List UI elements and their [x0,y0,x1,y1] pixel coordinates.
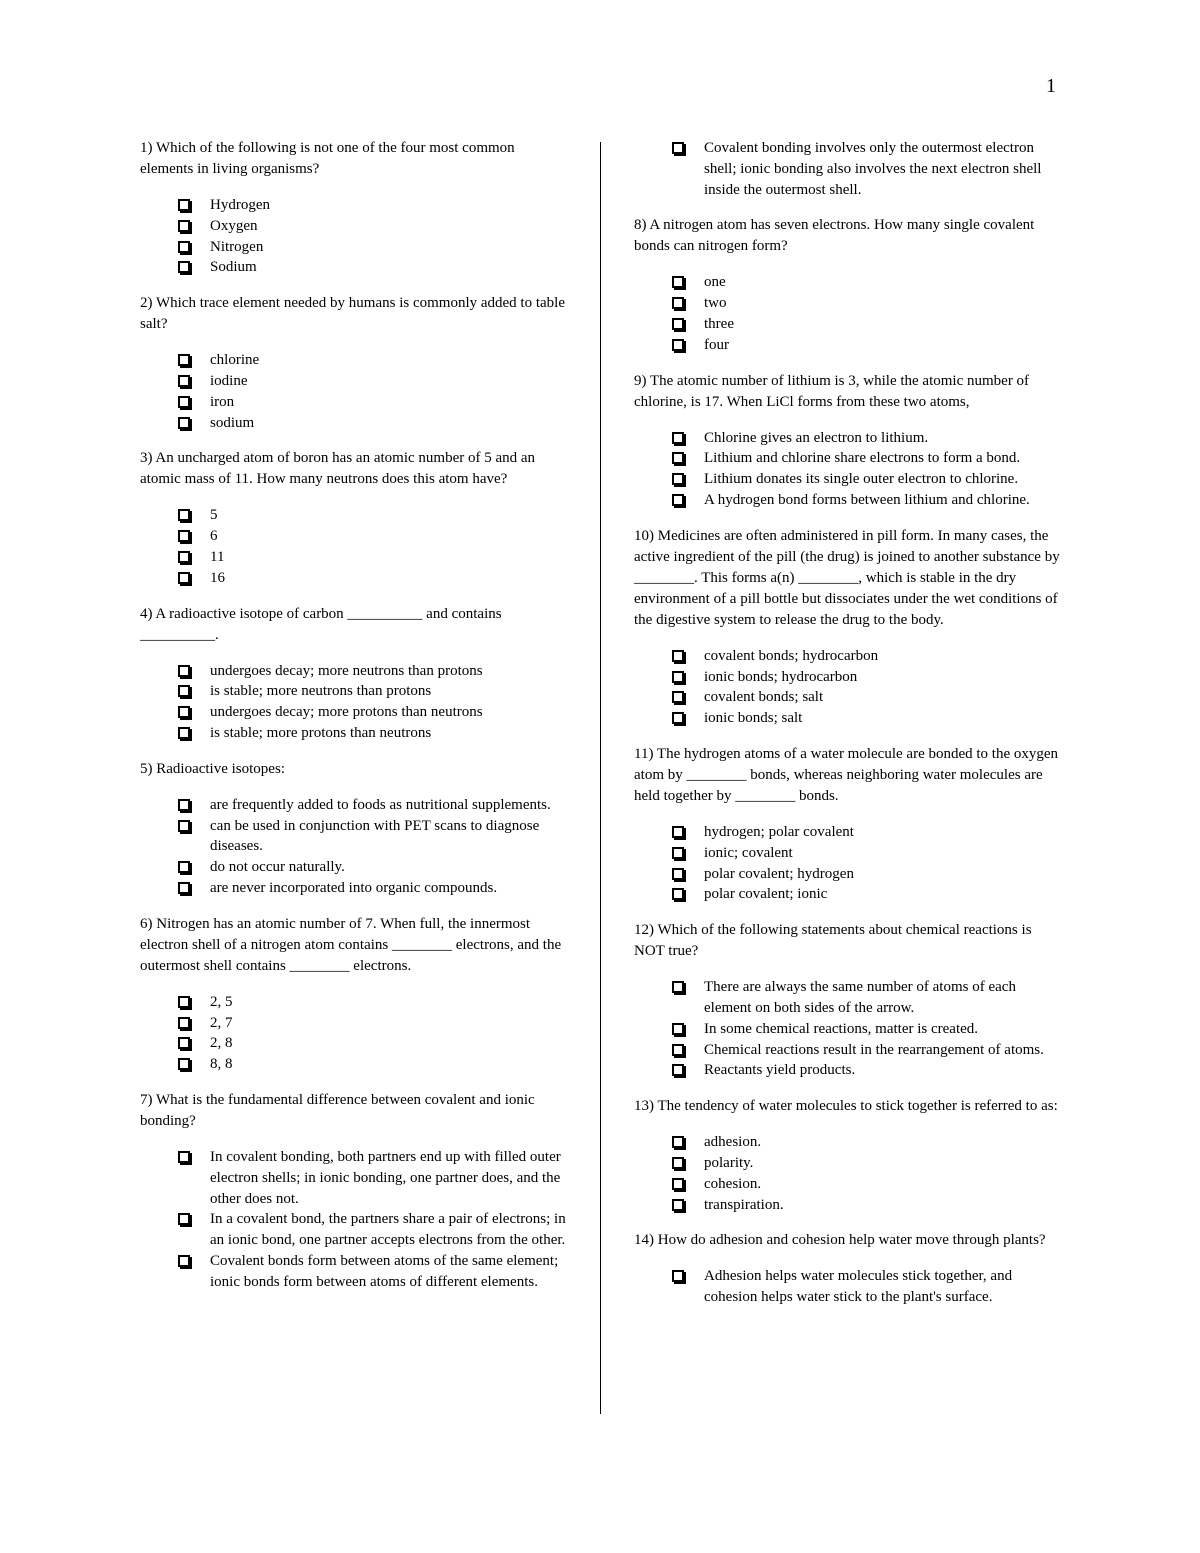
answer-option[interactable] [140,413,570,434]
answer-option-label: three [704,315,734,332]
answer-options [140,195,570,278]
answer-option-label: sodium [210,414,255,431]
checkbox-icon[interactable] [672,1178,684,1190]
checkbox-icon[interactable] [672,981,684,993]
answer-option-label: In some chemical reactions, matter is created. [704,1020,979,1037]
question-8 [634,215,1064,355]
answer-option[interactable] [634,1195,1064,1216]
question-text: 9) The atomic number of lithium is 3, while the atomic number of chlorine, is 17. When LiCl forms from these two atoms, [634,372,1030,410]
answer-option-label: polar covalent; hydrogen [704,865,854,882]
question-2 [140,293,570,433]
answer-option-label: 6 [210,528,218,545]
answer-option-label: ionic bonds; hydrocarbon [704,668,858,685]
answer-option[interactable] [634,1174,1064,1195]
answer-options [140,795,570,899]
checkbox-icon[interactable] [672,339,684,351]
answer-option-label: are frequently added to foods as nutritional supplements. [210,796,551,813]
answer-option-label: ionic bonds; salt [704,710,803,727]
checkbox-icon[interactable] [178,685,190,697]
answer-option-label: covalent bonds; hydrocarbon [704,647,879,664]
question-text: 8) A nitrogen atom has seven electrons. How many single covalent bonds can nitrogen form? [634,217,1035,255]
answer-option-label: 2, 5 [210,993,233,1010]
answer-option-label: undergoes decay; more neutrons than protons [210,662,483,679]
answer-option-label: undergoes decay; more protons than neutrons [210,704,483,721]
answer-option-label: transpiration. [704,1196,784,1213]
answer-option-label: polarity. [704,1154,754,1171]
question-11 [634,744,1064,905]
question-text: 1) Which of the following is not one of the four most common elements in living organisms? [140,140,515,177]
checkbox-icon[interactable] [178,396,190,408]
answer-option-label: Chemical reactions result in the rearrangement of atoms. [704,1041,1044,1058]
answer-option-label: adhesion. [704,1134,762,1151]
answer-option[interactable] [140,547,570,568]
answer-options [634,1132,1064,1215]
answer-option-label: iodine [210,372,248,389]
answer-option-label: 16 [210,569,225,586]
answer-options [140,505,570,588]
answer-option-label: are never incorporated into organic compounds. [210,879,498,896]
answer-option[interactable] [140,723,570,744]
answer-option[interactable] [634,272,1064,293]
answer-option[interactable] [140,216,570,237]
checkbox-icon[interactable] [178,996,190,1008]
answer-option-label: four [704,336,729,353]
answer-option[interactable] [634,687,1064,708]
checkbox-icon[interactable] [672,691,684,703]
question-text: 5) Radioactive isotopes: [140,760,285,777]
answer-option-label: Oxygen [210,217,258,234]
answer-option-label: 8, 8 [210,1056,233,1073]
answer-option-label: In covalent bonding, both partners end up with filled outer electron shells; in ionic bonding, one partner does, and the other does not. [210,1148,561,1207]
checkbox-icon[interactable] [672,1023,684,1035]
answer-option[interactable] [140,1054,570,1075]
question-7-continued [634,138,1064,200]
answer-option[interactable] [140,1209,570,1251]
answer-option[interactable] [634,864,1064,885]
checkbox-icon[interactable] [672,494,684,506]
checkbox-icon[interactable] [672,650,684,662]
checkbox-icon[interactable] [178,861,190,873]
checkbox-icon[interactable] [178,220,190,232]
answer-option-label: A hydrogen bond forms between lithium and chlorine. [704,491,1030,508]
answer-option[interactable] [140,1013,570,1034]
answer-options [140,661,570,744]
answer-option[interactable] [634,708,1064,729]
question-10 [634,526,1064,729]
checkbox-icon[interactable] [672,432,684,444]
answer-option[interactable] [140,878,570,899]
answer-option-label: Nitrogen [210,238,264,255]
question-7 [140,1090,570,1293]
answer-option[interactable] [634,293,1064,314]
question-text: 14) How do adhesion and cohesion help water move through plants? [634,1232,1046,1249]
question-text: 2) Which trace element needed by humans is commonly added to table salt? [140,295,566,333]
answer-option[interactable] [634,1153,1064,1174]
answer-option-label: is stable; more neutrons than protons [210,683,432,700]
checkbox-icon[interactable] [178,261,190,273]
answer-option[interactable] [634,822,1064,843]
checkbox-icon[interactable] [672,1157,684,1169]
answer-option[interactable] [140,350,570,371]
question-9 [634,371,1064,511]
checkbox-icon[interactable] [178,199,190,211]
answer-option-label: 11 [210,548,225,565]
checkbox-icon[interactable] [178,1151,190,1163]
question-12 [634,920,1064,1081]
answer-option[interactable] [140,526,570,547]
answer-option[interactable] [634,1132,1064,1153]
checkbox-icon[interactable] [672,1199,684,1211]
checkbox-icon[interactable] [178,706,190,718]
answer-option-label: Sodium [210,259,257,276]
answer-options [140,1147,570,1293]
checkbox-icon[interactable] [178,1213,190,1225]
question-text: 7) What is the fundamental difference between covalent and ionic bonding? [140,1091,535,1129]
checkbox-icon[interactable] [178,1058,190,1070]
answer-option-label: Adhesion helps water molecules stick together, and cohesion helps water stick to the plant's surface. [704,1268,1013,1306]
answer-option[interactable] [634,490,1064,511]
question-4 [140,604,570,744]
answer-option[interactable] [140,795,570,816]
question-3 [140,448,570,588]
question-text: 4) A radioactive isotope of carbon __________ and contains __________. [140,605,502,643]
checkbox-icon[interactable] [672,473,684,485]
right-column [634,138,1064,1323]
answer-options [634,1266,1064,1308]
answer-options [634,646,1064,729]
answer-option-label: Chlorine gives an electron to lithium. [704,429,929,446]
answer-option-label: can be used in conjunction with PET scans to diagnose diseases. [210,817,540,855]
checkbox-icon[interactable] [178,820,190,832]
answer-option[interactable] [140,195,570,216]
answer-option-label: chlorine [210,352,260,369]
answer-option-label: two [704,295,727,312]
answer-option[interactable] [634,335,1064,356]
answer-option-label: 5 [210,507,218,524]
checkbox-icon[interactable] [178,572,190,584]
column-divider [600,142,601,1414]
answer-option[interactable] [634,1060,1064,1081]
checkbox-icon[interactable] [178,1255,190,1267]
question-1 [140,138,570,278]
answer-option-label: Reactants yield products. [704,1062,856,1079]
answer-option[interactable] [140,257,570,278]
answer-options [634,272,1064,355]
checkbox-icon[interactable] [178,509,190,521]
checkbox-icon[interactable] [672,297,684,309]
checkbox-icon[interactable] [178,799,190,811]
answer-option[interactable] [634,314,1064,335]
answer-option-label: iron [210,393,235,410]
question-text: 3) An uncharged atom of boron has an atomic number of 5 and an atomic mass of 11. How many neutrons does this atom have? [140,450,536,488]
answer-option-label: is stable; more protons than neutrons [210,724,432,741]
answer-option-label: hydrogen; polar covalent [704,823,854,840]
answer-option-label: do not occur naturally. [210,859,345,876]
answer-option[interactable] [634,1266,1064,1308]
question-text: 6) Nitrogen has an atomic number of 7. When full, the innermost electron shell of a nitrogen atom contains ________ electrons, and the outermost shell contains ________ electrons. [140,915,562,974]
answer-option[interactable] [634,977,1064,1019]
checkbox-icon[interactable] [672,452,684,464]
answer-option[interactable] [634,138,1064,200]
answer-option[interactable] [140,1033,570,1054]
checkbox-icon[interactable] [672,847,684,859]
answer-option[interactable] [634,646,1064,667]
answer-option-label: cohesion. [704,1175,762,1192]
answer-option[interactable] [140,681,570,702]
checkbox-icon[interactable] [672,1270,684,1282]
answer-option[interactable] [140,1147,570,1209]
answer-option[interactable] [140,702,570,723]
checkbox-icon[interactable] [178,530,190,542]
checkbox-icon[interactable] [178,665,190,677]
answer-option[interactable] [634,667,1064,688]
answer-option-label: 2, 8 [210,1035,233,1052]
checkbox-icon[interactable] [178,1017,190,1029]
checkbox-icon[interactable] [178,727,190,739]
answer-option[interactable] [140,371,570,392]
checkbox-icon[interactable] [672,276,684,288]
answer-options [634,428,1064,511]
checkbox-icon[interactable] [178,417,190,429]
checkbox-icon[interactable] [178,241,190,253]
answer-option-label: 2, 7 [210,1014,233,1031]
answer-option[interactable] [140,661,570,682]
answer-options [140,350,570,433]
answer-option[interactable] [140,392,570,413]
question-5 [140,759,570,899]
checkbox-icon[interactable] [672,888,684,900]
checkbox-icon[interactable] [672,712,684,724]
answer-option-label: Lithium donates its single outer electron to chlorine. [704,471,1019,488]
answer-option[interactable] [634,1040,1064,1061]
question-text: 11) The hydrogen atoms of a water molecule are bonded to the oxygen atom by ________ bonds, whereas neighboring water molecules are held together by ________ bonds. [634,745,1059,804]
answer-option-label: ionic; covalent [704,844,793,861]
answer-option-label: In a covalent bond, the partners share a pair of electrons; in an ionic bond, one partner accepts electrons from the other. [210,1211,566,1249]
answer-options [634,822,1064,905]
answer-option-label: covalent bonds; salt [704,689,824,706]
answer-option-label: Covalent bonding involves only the outermost electron shell; ionic bonding also involves the next electron shell inside the outermost shell. [704,140,1042,198]
checkbox-icon[interactable] [672,1136,684,1148]
question-text: 13) The tendency of water molecules to stick together is referred to as: [634,1098,1058,1115]
answer-option[interactable] [634,448,1064,469]
checkbox-icon[interactable] [672,1044,684,1056]
answer-option-label: Covalent bonds form between atoms of the same element; ionic bonds form between atoms of different elements. [210,1252,559,1290]
answer-option[interactable] [634,469,1064,490]
answer-option[interactable] [140,568,570,589]
answer-options [634,977,1064,1081]
answer-option-label: Hydrogen [210,197,270,213]
answer-option[interactable] [634,843,1064,864]
checkbox-icon[interactable] [178,354,190,366]
answer-options [634,138,1064,200]
answer-option[interactable] [634,428,1064,449]
answer-option[interactable] [140,1251,570,1293]
answer-option-label: There are always the same number of atoms of each element on both sides of the arrow. [704,979,1016,1016]
answer-option-label: Lithium and chlorine share electrons to form a bond. [704,450,1021,467]
question-13 [634,1096,1064,1215]
answer-option[interactable] [140,992,570,1013]
page-number: 1 [1046,75,1056,97]
checkbox-icon[interactable] [672,1064,684,1076]
checkbox-icon[interactable] [672,142,684,154]
answer-option[interactable] [634,1019,1064,1040]
checkbox-icon[interactable] [672,318,684,330]
checkbox-icon[interactable] [672,868,684,880]
checkbox-icon[interactable] [672,826,684,838]
answer-option-label: polar covalent; ionic [704,886,828,903]
answer-options [140,992,570,1075]
question-text: 10) Medicines are often administered in pill form. In many cases, the active ingredient of the pill (the drug) is joined to another substance by ________. This forms a(n) ________, which is stable in the dry environment of a pill bottle but dissociates under the wet conditions of the digestive system to release the drug to the body. [634,527,1060,628]
answer-option[interactable] [140,857,570,878]
checkbox-icon[interactable] [672,671,684,683]
left-column [140,138,570,1308]
answer-option[interactable] [140,816,570,858]
checkbox-icon[interactable] [178,375,190,387]
question-6 [140,914,570,1075]
answer-option[interactable] [140,237,570,258]
checkbox-icon[interactable] [178,1037,190,1049]
answer-option-label: one [704,274,726,291]
question-text: 12) Which of the following statements about chemical reactions is NOT true? [634,922,1032,960]
checkbox-icon[interactable] [178,882,190,894]
question-14 [634,1230,1064,1308]
checkbox-icon[interactable] [178,551,190,563]
answer-option[interactable] [140,505,570,526]
answer-option[interactable] [634,884,1064,905]
